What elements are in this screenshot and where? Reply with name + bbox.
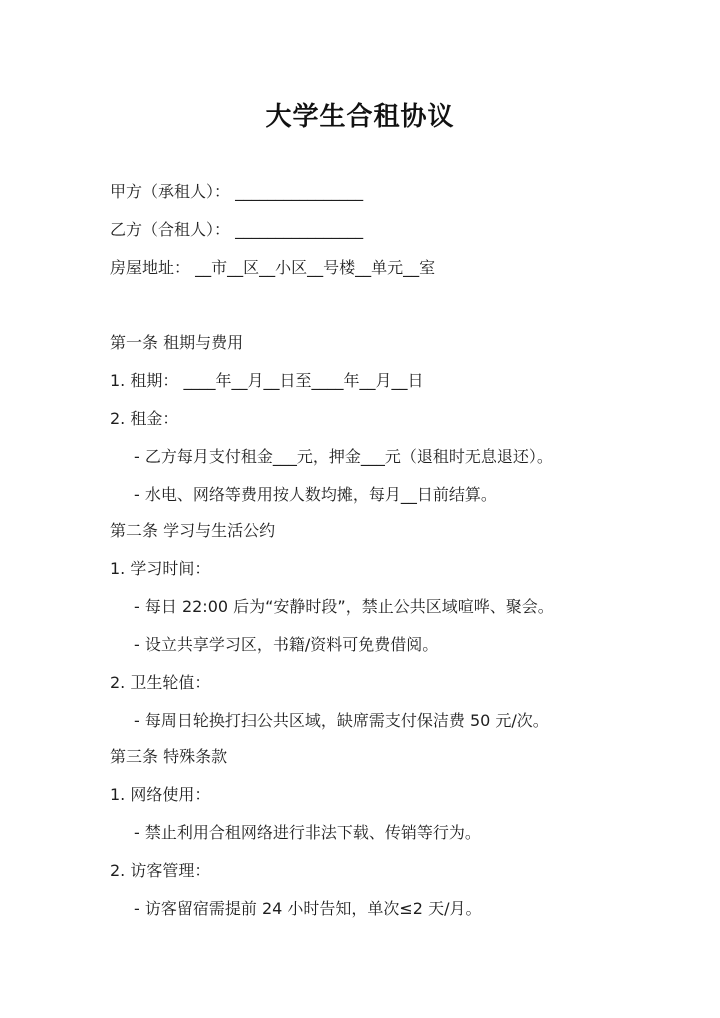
section-3-item-1: 1. 网络使用： xyxy=(110,785,211,804)
section-1-item-2-bullet-2: - 水电、网络等费用按人数均摊，每月__日前结算。 xyxy=(134,485,497,504)
section-2-item-2: 2. 卫生轮值： xyxy=(110,673,211,692)
section-1-item-2: 2. 租金： xyxy=(110,409,179,428)
section-3-item-2: 2. 访客管理： xyxy=(110,861,211,880)
section-3-item-1-bullet-1: - 禁止利用合租网络进行非法下载、传销等行为。 xyxy=(134,823,481,842)
party-b-line: 乙方（合租人）： ________________ xyxy=(110,220,364,239)
party-a-line: 甲方（承租人）： ________________ xyxy=(110,182,364,201)
section-2-heading: 第二条 学习与生活公约 xyxy=(110,521,276,540)
section-2-item-1-bullet-1: - 每日 22:00 后为“安静时段”，禁止公共区域喧哗、聚会。 xyxy=(134,597,554,616)
address-line: 房屋地址： __市__区__小区__号楼__单元__室 xyxy=(110,258,436,277)
section-3-item-2-bullet-1: - 访客留宿需提前 24 小时告知，单次≤2 天/月。 xyxy=(134,899,482,918)
document-title: 大学生合租协议 xyxy=(265,102,455,132)
section-1-item-1: 1. 租期： ____年__月__日至____年__月__日 xyxy=(110,371,424,390)
section-1-heading: 第一条 租期与费用 xyxy=(110,333,244,352)
section-1-item-2-bullet-1: - 乙方每月支付租金___元，押金___元（退租时无息退还）。 xyxy=(134,447,553,466)
section-2-item-1-bullet-2: - 设立共享学习区，书籍/资料可免费借阅。 xyxy=(134,635,439,654)
section-2-item-1: 1. 学习时间： xyxy=(110,559,211,578)
section-3-heading: 第三条 特殊条款 xyxy=(110,747,228,766)
section-2-item-2-bullet-1: - 每周日轮换打扫公共区域，缺席需支付保洁费 50 元/次。 xyxy=(134,711,549,730)
